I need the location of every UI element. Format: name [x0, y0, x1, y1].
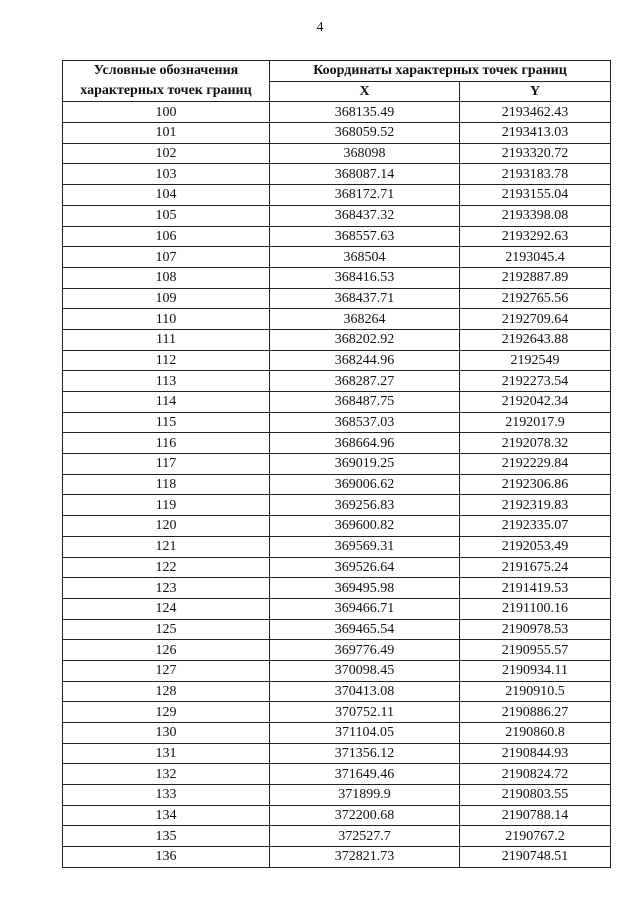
table-row [63, 598, 611, 619]
point-id-cell: 106 [63, 226, 270, 247]
point-id-cell: 115 [63, 412, 270, 433]
point-id-cell: 114 [63, 392, 270, 413]
x-coordinate-cell: 370098.45 [270, 660, 460, 681]
x-coordinate-cell: 368557.63 [270, 226, 460, 247]
x-coordinate-cell: 372200.68 [270, 805, 460, 826]
y-coordinate-cell: 2190978.53 [460, 619, 611, 640]
point-id-cell: 124 [63, 598, 270, 619]
point-id-cell: 134 [63, 805, 270, 826]
y-coordinate-cell: 2192078.32 [460, 433, 611, 454]
table-row [63, 267, 611, 288]
coordinates-table [62, 60, 611, 868]
y-coordinate-cell: 2193155.04 [460, 185, 611, 206]
point-id-cell: 112 [63, 350, 270, 371]
table-row [63, 495, 611, 516]
table-row [63, 723, 611, 744]
coords-label-header: Координаты характерных точек границ [270, 61, 611, 82]
x-coordinate-cell: 371649.46 [270, 764, 460, 785]
table-row [63, 143, 611, 164]
point-id-cell: 107 [63, 247, 270, 268]
x-coordinate-cell: 368416.53 [270, 267, 460, 288]
y-coordinate-cell: 2190803.55 [460, 785, 611, 806]
x-coordinate-cell: 370752.11 [270, 702, 460, 723]
x-coordinate-cell: 368437.71 [270, 288, 460, 309]
table-row [63, 764, 611, 785]
point-id-cell: 100 [63, 102, 270, 123]
x-coordinate-cell: 369466.71 [270, 598, 460, 619]
y-coordinate-cell: 2190955.57 [460, 640, 611, 661]
x-coordinate-cell: 368172.71 [270, 185, 460, 206]
point-id-cell: 104 [63, 185, 270, 206]
table-row [63, 826, 611, 847]
y-coordinate-cell: 2192229.84 [460, 454, 611, 475]
x-coordinate-cell: 369006.62 [270, 474, 460, 495]
point-id-cell: 121 [63, 536, 270, 557]
table-body [63, 102, 611, 867]
table-row [63, 205, 611, 226]
y-coordinate-cell: 2190860.8 [460, 723, 611, 744]
table-row [63, 805, 611, 826]
y-coordinate-cell: 2193462.43 [460, 102, 611, 123]
point-id-cell: 122 [63, 557, 270, 578]
point-id-cell: 116 [63, 433, 270, 454]
y-coordinate-cell: 2192709.64 [460, 309, 611, 330]
point-id-cell: 113 [63, 371, 270, 392]
table-row [63, 392, 611, 413]
y-coordinate-cell: 2193045.4 [460, 247, 611, 268]
x-coordinate-cell: 369776.49 [270, 640, 460, 661]
x-header: X [270, 81, 460, 102]
y-coordinate-cell: 2192273.54 [460, 371, 611, 392]
table-row [63, 681, 611, 702]
x-coordinate-cell: 368087.14 [270, 164, 460, 185]
x-coordinate-cell: 368264 [270, 309, 460, 330]
y-coordinate-cell: 2193320.72 [460, 143, 611, 164]
table-row [63, 454, 611, 475]
y-coordinate-cell: 2193413.03 [460, 123, 611, 144]
x-coordinate-cell: 368437.32 [270, 205, 460, 226]
y-coordinate-cell: 2191675.24 [460, 557, 611, 578]
table-row [63, 536, 611, 557]
x-coordinate-cell: 368135.49 [270, 102, 460, 123]
y-coordinate-cell: 2192335.07 [460, 516, 611, 537]
y-coordinate-cell: 2192549 [460, 350, 611, 371]
x-coordinate-cell: 369526.64 [270, 557, 460, 578]
x-coordinate-cell: 369495.98 [270, 578, 460, 599]
point-id-cell: 123 [63, 578, 270, 599]
x-coordinate-cell: 368287.27 [270, 371, 460, 392]
point-id-cell: 110 [63, 309, 270, 330]
point-id-cell: 105 [63, 205, 270, 226]
y-coordinate-cell: 2192042.34 [460, 392, 611, 413]
point-id-cell: 118 [63, 474, 270, 495]
point-id-cell: 131 [63, 743, 270, 764]
y-coordinate-cell: 2192643.88 [460, 329, 611, 350]
table-row [63, 743, 611, 764]
x-coordinate-cell: 372821.73 [270, 847, 460, 868]
point-id-cell: 119 [63, 495, 270, 516]
table-row [63, 702, 611, 723]
point-label-header: Условные обозначения характерных точек границ [63, 61, 270, 102]
point-id-cell: 101 [63, 123, 270, 144]
table-row [63, 164, 611, 185]
x-coordinate-cell: 368059.52 [270, 123, 460, 144]
y-coordinate-cell: 2190748.51 [460, 847, 611, 868]
y-coordinate-cell: 2192017.9 [460, 412, 611, 433]
table-row [63, 329, 611, 350]
point-id-cell: 102 [63, 143, 270, 164]
table-row [63, 660, 611, 681]
table-row [63, 371, 611, 392]
x-coordinate-cell: 369465.54 [270, 619, 460, 640]
table-row [63, 226, 611, 247]
y-coordinate-cell: 2190886.27 [460, 702, 611, 723]
y-coordinate-cell: 2190934.11 [460, 660, 611, 681]
x-coordinate-cell: 369600.82 [270, 516, 460, 537]
y-coordinate-cell: 2190844.93 [460, 743, 611, 764]
y-coordinate-cell: 2192053.49 [460, 536, 611, 557]
table-row [63, 309, 611, 330]
y-coordinate-cell: 2190910.5 [460, 681, 611, 702]
y-coordinate-cell: 2190788.14 [460, 805, 611, 826]
point-id-cell: 125 [63, 619, 270, 640]
table-row [63, 247, 611, 268]
x-coordinate-cell: 368098 [270, 143, 460, 164]
point-id-cell: 129 [63, 702, 270, 723]
table-header [63, 61, 611, 102]
y-coordinate-cell: 2193398.08 [460, 205, 611, 226]
x-coordinate-cell: 368244.96 [270, 350, 460, 371]
table-row [63, 350, 611, 371]
x-coordinate-cell: 369569.31 [270, 536, 460, 557]
point-id-cell: 109 [63, 288, 270, 309]
table-row [63, 433, 611, 454]
point-id-cell: 128 [63, 681, 270, 702]
y-coordinate-cell: 2190767.2 [460, 826, 611, 847]
x-coordinate-cell: 372527.7 [270, 826, 460, 847]
table-row [63, 640, 611, 661]
point-id-cell: 135 [63, 826, 270, 847]
y-coordinate-cell: 2192887.89 [460, 267, 611, 288]
x-coordinate-cell: 371899.9 [270, 785, 460, 806]
table-row [63, 412, 611, 433]
point-id-cell: 103 [63, 164, 270, 185]
table-row [63, 785, 611, 806]
point-id-cell: 127 [63, 660, 270, 681]
point-id-cell: 132 [63, 764, 270, 785]
table-row [63, 288, 611, 309]
x-coordinate-cell: 370413.08 [270, 681, 460, 702]
point-id-cell: 111 [63, 329, 270, 350]
table-row [63, 619, 611, 640]
x-coordinate-cell: 368537.03 [270, 412, 460, 433]
y-header: Y [460, 81, 611, 102]
y-coordinate-cell: 2192319.83 [460, 495, 611, 516]
y-coordinate-cell: 2193292.63 [460, 226, 611, 247]
point-id-cell: 130 [63, 723, 270, 744]
table-row [63, 102, 611, 123]
x-coordinate-cell: 371104.05 [270, 723, 460, 744]
y-coordinate-cell: 2190824.72 [460, 764, 611, 785]
table-row [63, 516, 611, 537]
y-coordinate-cell: 2191419.53 [460, 578, 611, 599]
point-id-cell: 126 [63, 640, 270, 661]
x-coordinate-cell: 368487.75 [270, 392, 460, 413]
x-coordinate-cell: 368504 [270, 247, 460, 268]
point-id-cell: 108 [63, 267, 270, 288]
page-number: 4 [316, 20, 324, 35]
point-id-cell: 133 [63, 785, 270, 806]
y-coordinate-cell: 2191100.16 [460, 598, 611, 619]
x-coordinate-cell: 369019.25 [270, 454, 460, 475]
table-row [63, 578, 611, 599]
point-id-cell: 136 [63, 847, 270, 868]
table-row [63, 185, 611, 206]
y-coordinate-cell: 2192765.56 [460, 288, 611, 309]
x-coordinate-cell: 369256.83 [270, 495, 460, 516]
y-coordinate-cell: 2192306.86 [460, 474, 611, 495]
table-row [63, 474, 611, 495]
point-id-cell: 120 [63, 516, 270, 537]
x-coordinate-cell: 371356.12 [270, 743, 460, 764]
table-row [63, 847, 611, 868]
table-row [63, 123, 611, 144]
table-row [63, 557, 611, 578]
x-coordinate-cell: 368664.96 [270, 433, 460, 454]
x-coordinate-cell: 368202.92 [270, 329, 460, 350]
point-id-cell: 117 [63, 454, 270, 475]
y-coordinate-cell: 2193183.78 [460, 164, 611, 185]
